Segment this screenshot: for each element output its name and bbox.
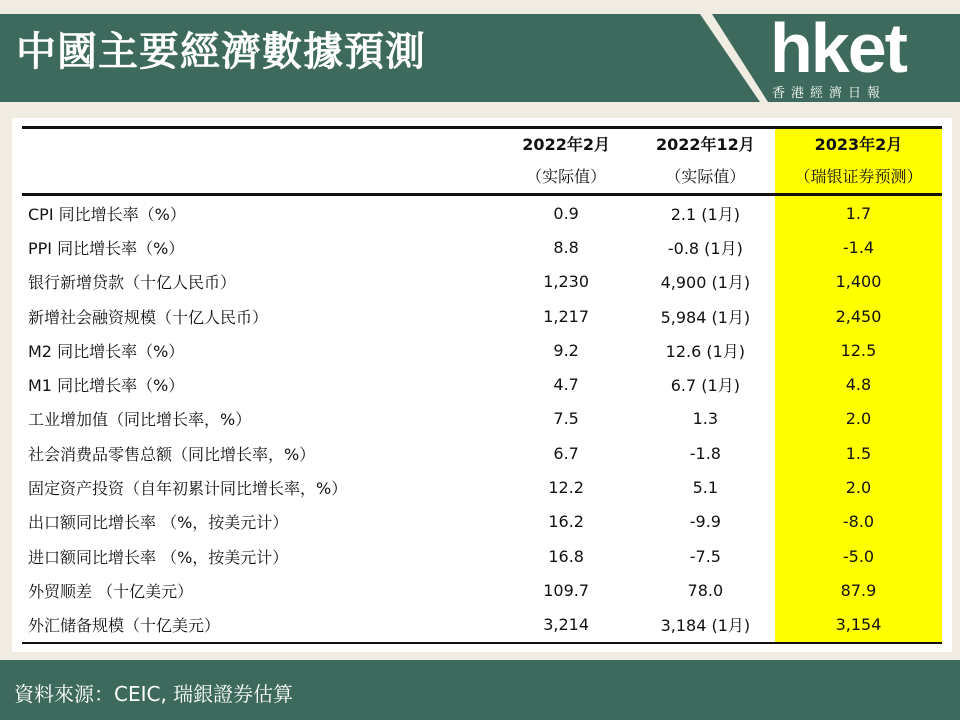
cell-2022-feb: 9.2: [553, 340, 579, 360]
header-col3-type: （瑞银证券预测）: [775, 157, 942, 195]
cell-2022-feb: 1,230: [543, 272, 590, 292]
table-row: [22, 333, 942, 367]
header-col2-period: 2022年12月: [636, 128, 775, 158]
table-row: [22, 299, 942, 333]
header-col3-period: 2023年2月: [775, 128, 942, 158]
table-row: [22, 505, 942, 539]
cell-2022-feb: 4.7: [553, 375, 579, 395]
header-col1-period: 2022年2月: [497, 128, 636, 158]
table-row: [22, 573, 942, 607]
cell-2022-dec: 5.1: [692, 478, 719, 498]
cell-2023-feb-forecast: 2.0: [775, 402, 942, 436]
cell-2022-dec: 5,984 (1月): [660, 307, 751, 327]
row-label: 工业增加值（同比增长率，%）: [28, 410, 252, 430]
cell-2022-dec: -1.8: [689, 443, 721, 463]
data-table-panel: [12, 118, 952, 652]
cell-2023-feb-forecast: 1.7: [775, 195, 942, 231]
hket-logo: hket: [770, 9, 906, 87]
header-col2-type: （实际值）: [636, 157, 775, 195]
cell-2023-feb-forecast: 2,450: [775, 299, 942, 333]
cell-2022-dec: 4,900 (1月): [660, 273, 751, 293]
row-label: 外贸顺差 （十亿美元）: [28, 581, 194, 601]
row-label: M2 同比增长率（%）: [28, 341, 185, 361]
cell-2022-feb: 7.5: [553, 409, 579, 429]
cell-2023-feb-forecast: 12.5: [775, 333, 942, 367]
cell-2022-feb: 3,214: [497, 608, 636, 643]
economic-data-table: [22, 126, 942, 644]
table-row: [22, 265, 942, 299]
cell-2022-feb: 16.8: [548, 546, 584, 566]
header-blank-2: [22, 157, 497, 195]
cell-2023-feb-forecast: 1,400: [775, 265, 942, 299]
source-note: 資料來源：CEIC, 瑞銀證券估算: [14, 682, 294, 706]
table-row: [22, 402, 942, 436]
cell-2022-dec: 1.3: [692, 409, 719, 429]
row-label: 固定资产投资（自年初累计同比增长率，%）: [28, 479, 348, 499]
cell-2023-feb-forecast: 3,154: [775, 608, 942, 643]
header-blank: [22, 128, 497, 158]
footer-bar: [0, 660, 960, 720]
row-label: 出口额同比增长率 （%，按美元计）: [28, 513, 289, 533]
cell-2023-feb-forecast: 1.5: [775, 436, 942, 470]
cell-2023-feb-forecast: 87.9: [775, 573, 942, 607]
cell-2022-feb: 12.2: [548, 478, 584, 498]
row-label: PPI 同比增长率（%）: [28, 238, 185, 258]
table-row: [22, 436, 942, 470]
table-row: [22, 367, 942, 401]
cell-2023-feb-forecast: 4.8: [775, 367, 942, 401]
cell-2022-feb: 0.9: [553, 203, 579, 223]
row-label: 进口额同比增长率 （%，按美元计）: [28, 547, 289, 567]
header: [0, 0, 960, 104]
page-title: 中國主要經濟數據預測: [16, 29, 426, 75]
cell-2022-feb: 109.7: [543, 580, 590, 600]
cell-2022-feb: 1,217: [543, 306, 590, 326]
table-row: [22, 608, 942, 643]
cell-2022-dec: 12.6 (1月): [665, 341, 746, 361]
cell-2022-dec: -9.9: [689, 512, 721, 532]
hket-logo-subtitle: 香港經濟日報: [772, 86, 887, 101]
row-label: 银行新增贷款（十亿人民币）: [28, 273, 237, 293]
table-row: [22, 470, 942, 504]
cell-2023-feb-forecast: -1.4: [775, 230, 942, 264]
cell-2023-feb-forecast: -5.0: [775, 539, 942, 573]
row-label: CPI 同比增长率（%）: [28, 204, 186, 224]
cell-2023-feb-forecast: 2.0: [775, 470, 942, 504]
cell-2022-feb: 8.8: [553, 237, 579, 257]
row-label: 外汇储备规模（十亿美元）: [22, 608, 497, 643]
cell-2022-dec: 78.0: [687, 580, 724, 600]
cell-2022-feb: 16.2: [548, 512, 584, 532]
cell-2023-feb-forecast: -8.0: [775, 505, 942, 539]
table-row: [22, 195, 942, 231]
cell-2022-dec: 6.7 (1月): [670, 376, 740, 396]
header-col1-type: （实际值）: [497, 157, 636, 195]
row-label: 社会消费品零售总额（同比增长率，%）: [28, 444, 316, 464]
cell-2022-feb: 6.7: [553, 443, 579, 463]
cell-2022-dec: -0.8 (1月): [667, 238, 743, 258]
cell-2022-dec: 2.1 (1月): [670, 204, 740, 224]
table-row: [22, 230, 942, 264]
row-label: 新增社会融资规模（十亿人民币）: [28, 307, 269, 327]
row-label: M1 同比增长率（%）: [28, 376, 185, 396]
cell-2022-dec: -7.5: [689, 546, 721, 566]
header-row-period: [22, 128, 942, 158]
cell-2022-dec: 3,184 (1月): [636, 608, 775, 643]
table-row: [22, 539, 942, 573]
header-row-type: [22, 157, 942, 195]
